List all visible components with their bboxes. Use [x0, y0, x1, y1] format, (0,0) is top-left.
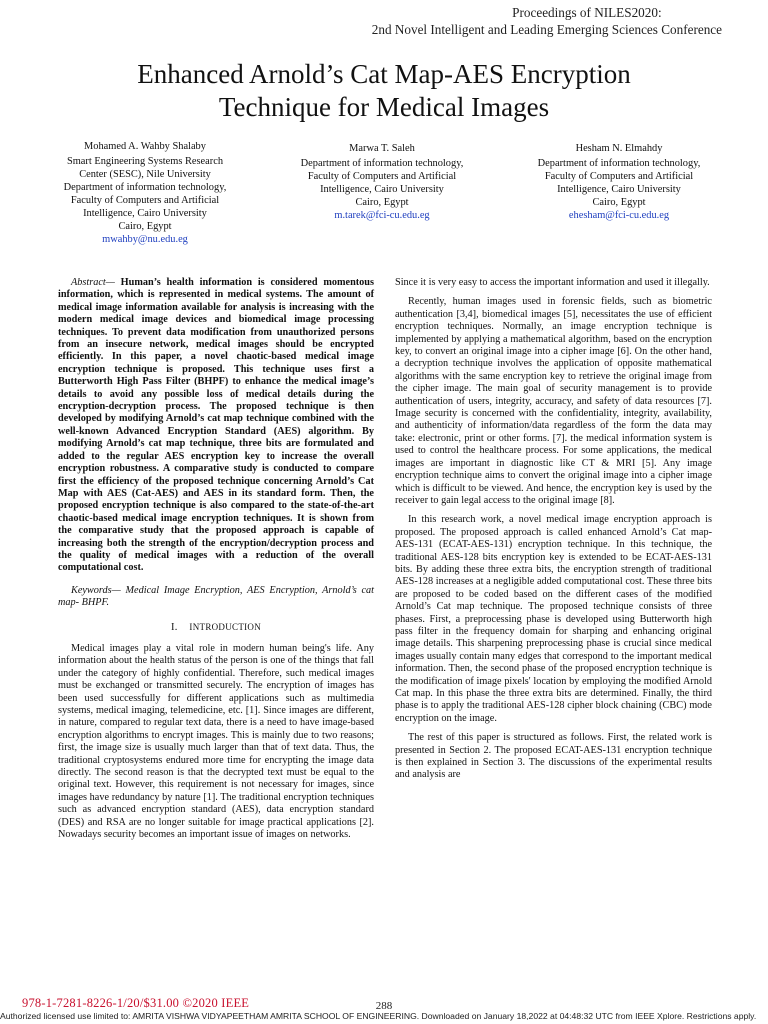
- affiliation-line: Smart Engineering Systems Research: [66, 156, 224, 167]
- abstract: [58, 277, 374, 575]
- body-paragraph: Since it is very easy to access the important information and used it illegally.: [395, 277, 710, 288]
- author-name: Marwa T. Saleh: [349, 143, 415, 154]
- abstract-text: Human’s health information is considered momentous information, which is represented in medical systems. The amount of medical image information available for analysis is increasing with the modern medical image devices and biomedical image processing techniques. To prevent data modification from unauthorized persons from an insecure network, medical images should be encrypted efficiently. In this paper, a novel chaotic-based medical image encryption technique is proposed. This technique uses first a Butterworth High Pass Filter (BHPF) to enhance the medical image’s details to avoid any possible loss of medical details during the encryption-decryption process. The proposed technique is then developed by modifying Arnold’s cat map technique combined with the well-known Advanced Encryption Standard (AES) algorithm. By modifying Arnold’s cat map technique, three bits are formulated and added to the regular AES encryption key to increase the overall encryption robustness. A comparative study is conducted to compare first the efficiency of the proposed technique concerning Arnold’s Cat Map with AES (Cat-AES) and AES in its standard form. Then, the proposed encryption technique is also compared to the state-of-the-art chaotic-based medical image encryption techniques. It is shown from the comparative study that the proposed approach is capable of increasing both the strength of the encryption/decryption process and the quality of medical images with a reduction of the overall computational cost.: [58, 277, 374, 574]
- section-heading: [58, 621, 374, 634]
- page-number: 288: [375, 1000, 393, 1012]
- author-email[interactable]: m.tarek@fci-cu.edu.eg: [334, 210, 430, 221]
- affiliation-line: Cairo, Egypt: [592, 197, 646, 208]
- affiliation-line: Intelligence, Cairo University: [83, 208, 207, 219]
- proceedings-name: Proceedings of NILES2020:: [512, 5, 662, 20]
- body-paragraph: Recently, human images used in forensic fields, such as biometric authentication [3,4], biomedical images [5], necessitates the use of efficient encryption techniques. Normally, an image encryption technique is implemented by applying a mathematical algorithm, based on the encryption key, to convert an original image into a cipher image [6]. On the other hand, a decryption technique involves the application of opposite mathematical algorithms with the same encryption key to retrieve the original image from the cipher image. The main goal of security management is to provide authentication of users, integrity, accuracy, and safety of data resources [7]. Image security is concerned with the confidentiality, integrity, availability, and authenticity of information/data regardless of the form the data may take: electronic, print or other forms. [7]. the medical information system is used to control the healthcare process. For some applications, the medical images are important in diagnostic like CT & MRI [5]. Any image encryption technique aims to convert the original image into a cipher image which is difficult to be viewed. And hence, the encryption key is used by the receiver to gain legal access to the original image [8].: [395, 296, 712, 506]
- affiliation-line: Center (SESC), Nile University: [79, 169, 211, 180]
- affiliation-line: Faculty of Computers and Artificial: [307, 171, 457, 182]
- body-paragraph: The rest of this paper is structured as follows. First, the related work is presented in Section 2. The proposed ECAT-AES-131 encryption technique is then explained in Section 3. The discussions of the experimental results and analysis are: [395, 732, 712, 781]
- author-block-2: [282, 142, 482, 222]
- affiliation-line: Department of information technology,: [63, 182, 227, 193]
- author-name: Mohamed A. Wahby Shalaby: [84, 141, 206, 152]
- affiliation-line: Faculty of Computers and Artificial: [70, 195, 220, 206]
- right-column: [395, 277, 712, 789]
- section-title: INTRODUCTION: [189, 621, 262, 632]
- left-column: [58, 277, 374, 848]
- affiliation-line: Intelligence, Cairo University: [557, 184, 681, 195]
- affiliation-line: Intelligence, Cairo University: [320, 184, 444, 195]
- author-block-3: [514, 142, 724, 222]
- conference-name: 2nd Novel Intelligent and Leading Emerging Sciences Conference: [371, 22, 722, 37]
- affiliation-line: Department of information technology,: [537, 158, 701, 169]
- isbn-copyright: 978-1-7281-8226-1/20/$31.00 ©2020 IEEE: [22, 996, 250, 1010]
- proceedings-header: [372, 4, 722, 38]
- author-block-1: [50, 140, 240, 246]
- section-number: I.: [170, 621, 178, 633]
- abstract-label: Abstract—: [71, 277, 115, 288]
- title-line-2: Technique for Medical Images: [218, 92, 550, 122]
- author-name: Hesham N. Elmahdy: [575, 143, 663, 154]
- affiliation-line: Department of information technology,: [300, 158, 464, 169]
- affiliation-line: Faculty of Computers and Artificial: [544, 171, 694, 182]
- paper-title: [0, 58, 768, 124]
- author-email[interactable]: mwahby@nu.edu.eg: [102, 234, 188, 245]
- title-line-1: Enhanced Arnold’s Cat Map-AES Encryption: [137, 59, 631, 89]
- body-paragraph: Medical images play a vital role in modern human being's life. Any information about the health status of the person is one of the things that fall under the category of highly confidential. Therefore, such medical images must be exchanged or transmitted securely. The encryption of images has been used successfully for different applications such as multimedia systems, medical imaging, telemedicine, etc. [1]. Since images are different, in nature, compared to regular text data, there is a need to have image-based encryption algorithms to encrypt images. This is mainly due to two reasons; first, the image size is usually much larger than that of text data. Thus, the traditional cryptosystems endured more time for encrypting the image data directly. The second reason is that the decrypted text must be equal to the original text. However, this requirement is not necessary for images, since images have redundancy by nature [1]. The traditional encryption techniques such as advanced encryption standard (AES), data encryption standard (DES) and RSA are no longer suitable for image practical applications [2]. Nowadays security becomes an important issue of images on networks.: [58, 642, 374, 841]
- body-paragraph: In this research work, a novel medical image encryption approach is proposed. The proposed approach is called enhanced Arnold’s Cat map-AES-131 (ECAT-AES-131) encryption technique. In this technique, the traditional AES-128 bits encryption key is extended to be ECAT-AES-131 bits. By adding these three extra bits, the encryption strength of traditional AES-128 increases at a negligible added computational cost. These three bits are proposed to be coded based on the different cases of the modified Arnold’s Cat map technique. The proposed technique consists of three phases. First, a preprocessing phase is developed using Butterworth high pass filter in the frequency domain for sharping and enhancing original image details. This sharpening preprocessing phase is crucial since medical images usually contain many edges that correspond to the important medical information. Then, the second phase of the proposed encryption technique is the modification of image pixels' location by employing the modified Arnold Cat map. In this phase the three extra bits are determined. Finally, the third phase is to apply the traditional AES-128 cipher block chaining (CBC) mode encryption on the image.: [395, 514, 712, 724]
- author-email[interactable]: ehesham@fci-cu.edu.eg: [568, 210, 670, 221]
- affiliation-line: Cairo, Egypt: [355, 197, 409, 208]
- license-notice: Authorized licensed use limited to: AMRITA VISHWA VIDYAPEETHAM AMRITA SCHOOL OF ENGINEERING. Downloaded on January 18,2022 at 04:48:32 UTC from IEEE Xplore. Restrictions apply.: [0, 1011, 757, 1021]
- affiliation-line: Cairo, Egypt: [118, 221, 172, 232]
- keywords: Keywords— Medical Image Encryption, AES Encryption, Arnold’s cat map- BHPF.: [58, 584, 374, 609]
